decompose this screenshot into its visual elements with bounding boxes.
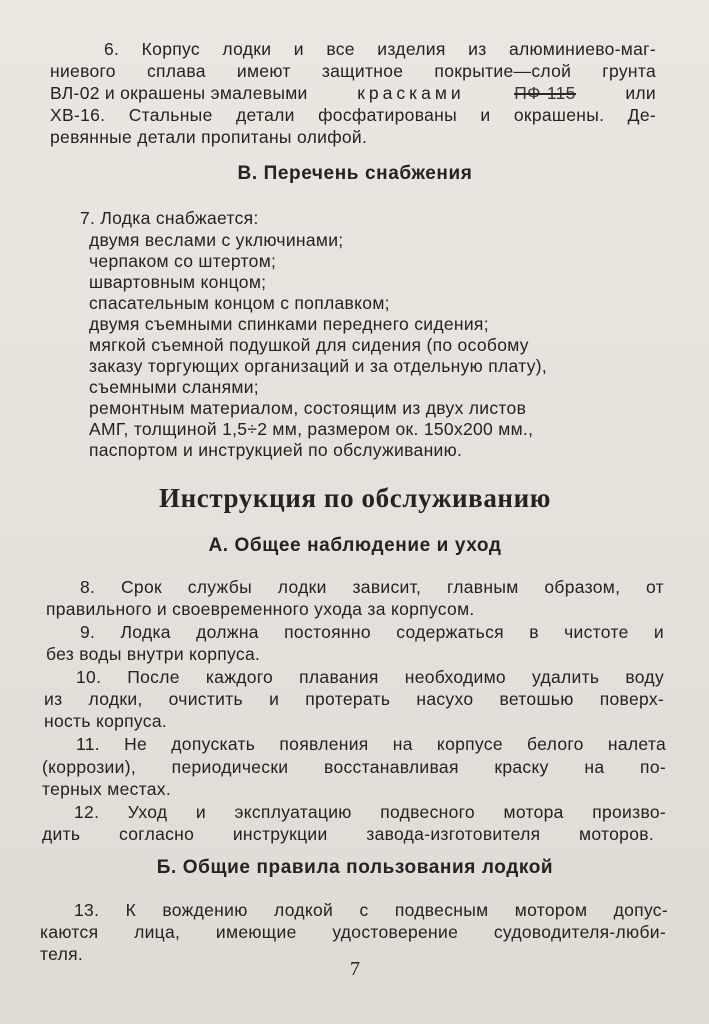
list-item: швартовным концом;	[89, 272, 267, 292]
para11-line3: терных местах.	[42, 779, 172, 799]
para11-line1: 11. Не допускать появления на корпусе белого налета	[76, 734, 666, 754]
list-item: ремонтным материалом, состоящим из двух листов	[89, 398, 527, 418]
para12-line1: 12. Уход и эксплуатацию подвесного мотора произво-	[74, 802, 666, 822]
page-number: 7	[350, 958, 360, 980]
para6-struck-text: ПФ-115	[514, 83, 576, 103]
list-item: АМГ, толщиной 1,5÷2 мм, размером ок. 150х200 мм.,	[89, 419, 534, 439]
para11-line2: (коррозии), периодически восстанавливая краску на по-	[42, 757, 666, 777]
para6-line1: 6. Корпус лодки и все изделия из алюминиево-маг-	[104, 39, 656, 59]
para6-line3	[50, 82, 656, 104]
list-item: двумя веслами с уключинами;	[89, 230, 344, 250]
main-heading: Инструкция по обслуживанию	[159, 483, 551, 513]
para6-line3-pre: ВЛ-02 и окрашены эмалевыми	[50, 83, 308, 103]
para6-line5: ревянные детали пропитаны олифой.	[50, 127, 368, 147]
para6-line3-post: или	[625, 83, 656, 103]
section-b-heading: Б. Общие правила пользования лодкой	[156, 857, 554, 878]
para6-spaced-word: красками	[357, 83, 465, 103]
para13-line3: теля.	[40, 944, 84, 964]
para6-line2: ниевого сплава имеют защитное покрытие—слой грунта	[50, 61, 656, 81]
list-item: паспортом и инструкцией по обслуживанию.	[89, 440, 463, 460]
list-item: съемными сланями;	[89, 377, 259, 397]
para9-line1: 9. Лодка должна постоянно содержаться в чистоте и	[80, 622, 664, 642]
section-v-heading: В. Перечень снабжения	[237, 163, 473, 184]
list-item: двумя съемными спинками переднего сидения;	[89, 314, 489, 334]
para7-list	[89, 230, 661, 461]
para9-line2: без воды внутри корпуса.	[46, 644, 261, 664]
para10-line1: 10. После каждого плавания необходимо удалить воду	[76, 667, 664, 687]
para8-line2: правильного и своевременного ухода за корпусом.	[46, 599, 475, 619]
section-a-heading: А. Общее наблюдение и уход	[208, 535, 502, 556]
list-item: заказу торгующих организаций и за отдельную плату),	[89, 356, 548, 376]
para13-line1: 13. К вождению лодкой с подвесным мотором допус-	[74, 900, 668, 920]
para6-line4: ХВ-16. Стальные детали фосфатированы и окрашены. Де-	[50, 105, 656, 125]
para8-line1: 8. Срок службы лодки зависит, главным образом, от	[80, 577, 664, 597]
para12-line2: дить согласно инструкции завода-изготовителя моторов.	[42, 824, 654, 844]
para10-line3: ность корпуса.	[44, 711, 168, 731]
para13-line2: каются лица, имеющие удостоверение судоводителя-люби-	[40, 922, 666, 942]
para7-intro: 7. Лодка снабжается:	[80, 208, 259, 228]
list-item: мягкой съемной подушкой для сидения (по особому	[89, 335, 529, 355]
list-item: черпаком со штертом;	[89, 251, 277, 271]
list-item: спасательным концом с поплавком;	[89, 293, 390, 313]
para10-line2: из лодки, очистить и протерать насухо ветошью поверх-	[44, 689, 664, 709]
